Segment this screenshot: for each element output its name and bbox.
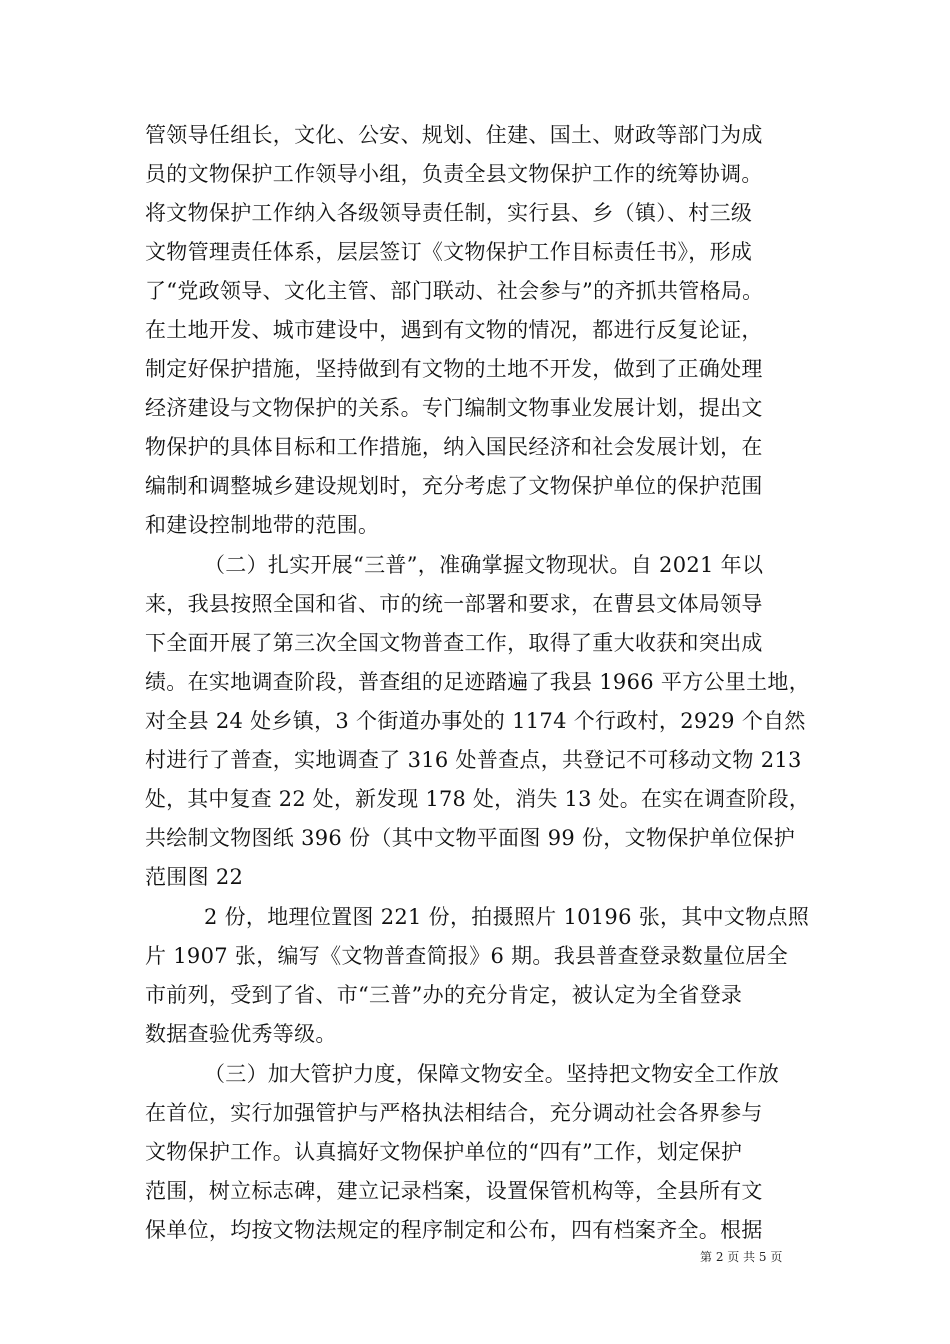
text-line: 物保护的具体目标和工作措施，纳入国民经济和社会发展计划，在 — [145, 435, 763, 459]
text-line: 经济建设与文物保护的关系。专门编制文物事业发展计划，提出文 — [145, 396, 763, 420]
text-line: 对全县 24 处乡镇，3 个街道办事处的 1174 个行政村，2929 个自然 — [145, 709, 806, 733]
text-line: 文物保护工作。认真搞好文物保护单位的“四有”工作，划定保护 — [145, 1140, 743, 1164]
text-line: 数据查验优秀等级。 — [145, 1022, 337, 1046]
text-line: 将文物保护工作纳入各级领导责任制，实行县、乡（镇）、村三级 — [145, 201, 753, 225]
text-line: 保单位，均按文物法规定的程序制定和公布，四有档案齐全。根据 — [145, 1218, 763, 1242]
section-heading-line: （二）扎实开展“三普”，准确掌握文物现状。自 2021 年以 — [204, 553, 764, 577]
text-line: 下全面开展了第三次全国文物普查工作，取得了重大收获和突出成 — [145, 631, 763, 655]
section-heading-line: （三）加大管护力度，保障文物安全。坚持把文物安全工作放 — [204, 1062, 780, 1086]
text-line: 2 份，地理位置图 221 份，拍摄照片 10196 张，其中文物点照 — [204, 905, 810, 929]
text-line: 管领导任组长，文化、公安、规划、住建、国土、财政等部门为成 — [145, 123, 763, 147]
text-line: 在土地开发、城市建设中，遇到有文物的情况，都进行反复论证， — [145, 318, 763, 342]
text-line: 处，其中复查 22 处，新发现 178 处，消失 13 处。在实在调查阶段， — [145, 787, 810, 811]
text-line: 绩。在实地调查阶段，普查组的足迹踏遍了我县 1966 平方公里土地， — [145, 670, 810, 694]
text-line: 员的文物保护工作领导小组，负责全县文物保护工作的统筹协调。 — [145, 162, 763, 186]
text-line: 村进行了普查，实地调查了 316 处普查点，共登记不可移动文物 213 — [145, 748, 802, 772]
text-line: 来，我县按照全国和省、市的统一部署和要求，在曹县文体局领导 — [145, 592, 763, 616]
text-line: 编制和调整城乡建设规划时，充分考虑了文物保护单位的保护范围 — [145, 474, 763, 498]
text-line: 在首位，实行加强管护与严格执法相结合，充分调动社会各界参与 — [145, 1101, 763, 1125]
text-line: 了“党政领导、文化主管、部门联动、社会参与”的齐抓共管格局。 — [145, 279, 764, 303]
text-line: 共绘制文物图纸 396 份（其中文物平面图 99 份，文物保护单位保护 — [145, 826, 796, 850]
text-line: 和建设控制地带的范围。 — [145, 513, 380, 537]
text-line: 市前列，受到了省、市“三普”办的充分肯定，被认定为全省登录 — [145, 983, 743, 1007]
text-line: 范围图 22 — [145, 865, 244, 889]
text-line: 文物管理责任体系，层层签订《文物保护工作目标责任书》，形成 — [145, 240, 753, 264]
text-line: 片 1907 张，编写《文物普查简报》6 期。我县普查登录数量位居全 — [145, 944, 789, 968]
text-line: 范围，树立标志碑，建立记录档案，设置保管机构等，全县所有文 — [145, 1179, 763, 1203]
page-footer: 第 2 页 共 5 页 — [700, 1250, 783, 1264]
text-line: 制定好保护措施，坚持做到有文物的土地不开发，做到了正确处理 — [145, 357, 763, 381]
